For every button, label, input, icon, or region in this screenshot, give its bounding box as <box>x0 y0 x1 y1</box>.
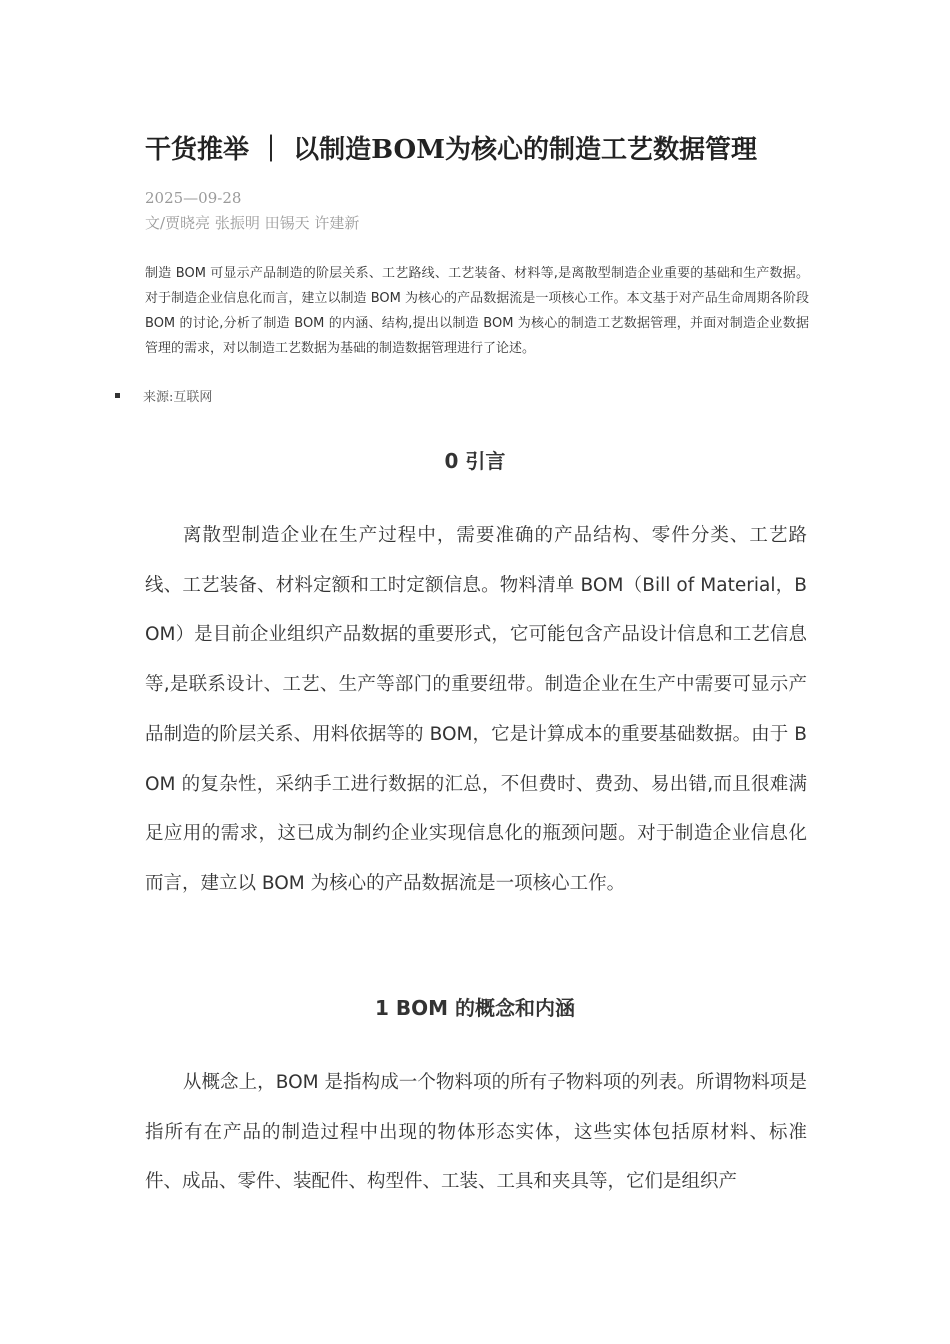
abstract: 制造 BOM 可显示产品制造的阶层关系、工艺路线、工艺装备、材料等,是离散型制造企业重要的基础和生产数据。对于制造企业信息化而言，建立以制造 BOM 为核心的产品数据流是一项核心工作。本文基于对产品生命周期各阶段 BOM 的讨论,分析了制造 BOM 的内涵、结构,提出以制造 BOM 为核心的制造工艺数据管理，并面对制造企业数据管理的需求，对以制造工艺数据为基础的制造数据管理进行了论述。 <box>145 266 809 356</box>
bullet-icon <box>115 393 120 398</box>
section-paragraph-intro: 离散型制造企业在生产过程中，需要准确的产品结构、零件分类、工艺路线、工艺装备、材料定额和工时定额信息。物料清单 BOM（Bill of Material，BOM）是目前企业组织产品数据的重要形式，它可能包含产品设计信息和工艺信息等,是联系设计、工艺、生产等部门的重要纽带。制造企业在生产中需要可显示产品制造的阶层关系、用料依据等的 BOM，它是计算成本的重要基础数据。由于 BOM 的复杂性，采纳手工进行数据的汇总，不但费时、费劲、易出错,而且很难满足应用的需求，这已成为制约企业实现信息化的瓶颈问题。对于制造企业信息化而言，建立以 BOM 为核心的产品数据流是一项核心工作。 <box>145 525 807 894</box>
article-title: 干货推举 ｜ 以制造BOM为核心的制造工艺数据管理 <box>145 135 757 165</box>
source-label: 来源:互联网 <box>143 390 213 405</box>
author-line: 文/贾晓亮 张振明 田锡天 许建新 <box>145 214 360 232</box>
section-heading-intro: 0 引言 <box>444 449 506 473</box>
source-item <box>115 387 212 409</box>
section-paragraph-bom-concept: 从概念上，BOM 是指构成一个物料项的所有子物料项的列表。所谓物料项是指所有在产品的制造过程中出现的物体形态实体，这些实体包括原材料、标准件、成品、零件、装配件、构型件、工装、工具和夹具等，它们是组织产 <box>145 1072 807 1193</box>
section-heading-bom-concept: 1 BOM 的概念和内涵 <box>375 996 575 1020</box>
publish-date: 2025—09-28 <box>145 189 242 207</box>
